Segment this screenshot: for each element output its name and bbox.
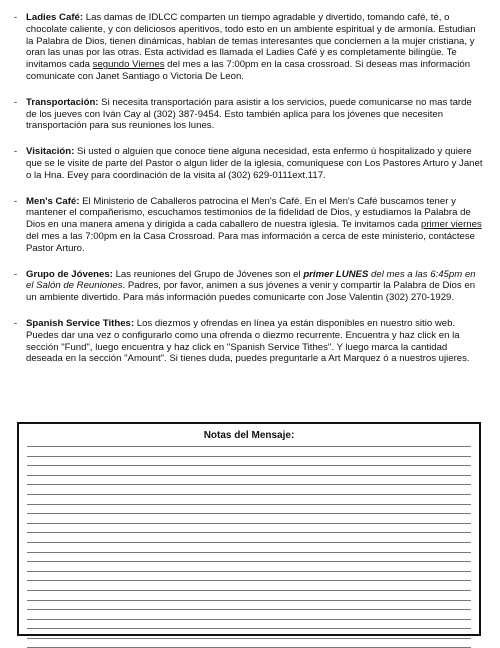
writing-line (27, 465, 471, 466)
writing-line (27, 571, 471, 572)
announcement-transportacion (14, 97, 484, 132)
announcement-text: Las reuniones del Grupo de Jóvenes son el (112, 268, 304, 280)
announcement-mens-cafe (14, 196, 484, 255)
bullet-dash: - (14, 96, 18, 108)
emphasis-text: primer LUNES (303, 268, 369, 280)
announcement-ladies-cafe (14, 12, 484, 83)
writing-line (27, 484, 471, 485)
announcement-spanish-tithes (14, 318, 484, 365)
writing-line (27, 638, 471, 639)
bullet-dash: - (14, 268, 18, 280)
writing-line (27, 609, 471, 610)
writing-line (27, 504, 471, 505)
writing-line (27, 561, 471, 562)
announcement-text: Las damas de IDLCC comparten un tiempo agradable y divertido, tomando café, té, o chocolate caliente, y con deliciosos aperitivos, todo esto en un ambiente espiritual y de armonía. Estudian la Palabra de Dios, tienen dinámicas, hablan de temas interesantes que conciernen a la mujer cristiana, y oran las unas por las otras. Esta actividad es llamada el Ladies Café y es completamente bilingüe. Te invitamos cada (26, 12, 476, 71)
writing-line (27, 494, 471, 495)
bullet-dash: - (14, 146, 18, 158)
announcement-title: Grupo de Jóvenes: (26, 268, 113, 280)
announcement-text: El Ministerio de Caballeros patrocina el Men's Café. En el Men's Café buscamos tener y mantener el compañerismo, escuchamos testimonios de la fidelidad de Dios, y estudiamos la Palabra de Dios en una manera amena y dirigida a cada caballero de nuestra iglesia. Te invitamos cada (26, 195, 471, 231)
announcement-text: del mes a las 7:00pm en la casa crossroad. Si deseas mas información comunicate con Janet Santiago o Victoria De Leon. (26, 59, 471, 82)
writing-line (27, 523, 471, 524)
announcement-text: Si necesita transportación para asistir a los servicios, puede comunicarse no mas tarde de los jueves con Iván Cay al (302) 387-9454. Esto también aplica para los jóvenes que necesiten transportación para sus reuniones los lunes. (26, 96, 472, 132)
announcement-title: Men's Café: (26, 195, 80, 207)
bullet-dash: - (14, 317, 18, 329)
writing-line (27, 446, 471, 447)
announcement-title: Visitación: (26, 146, 75, 158)
announcement-title: Spanish Service Tithes: (26, 317, 135, 329)
notes-lines (27, 446, 471, 626)
announcement-visitacion (14, 146, 484, 181)
writing-line (27, 542, 471, 543)
italic-text: del mes a las 6:45pm en el Salón de Reuniones (26, 268, 476, 292)
writing-line (27, 590, 471, 591)
writing-line (27, 456, 471, 457)
announcement-text: Los diezmos y ofrendas en línea ya están disponibles en nuestro sitio web. Puedes dar una vez o configurarlo como una ofrenda o diezmo recurrente. Encuentra y haz click en la sección "Fund", luego encuentra y haz click en "Spanish Service Tithes". Y luego marca la cantidad deseada en la sección "Amount". Si tienes duda, puedes preguntarle a Art Marquez ó a nuestros ujieres. (26, 317, 470, 365)
writing-line (27, 619, 471, 620)
writing-line (27, 580, 471, 581)
bullet-dash: - (14, 12, 18, 23)
writing-line (27, 600, 471, 601)
announcement-text: . Padres, por favor, animen a sus jóvenes a venir y compartir la Palabra de Dios en un ambiente divertido. Para más información puedes comunicarte con Jose Valentin (302) 270-1929. (26, 280, 476, 304)
bullet-dash: - (14, 195, 18, 207)
writing-line (27, 532, 471, 533)
announcement-text: Si usted o alguien que conoce tiene alguna necesidad, esta enfermo ú hospitalizado y quiere que se le visite de parte del Pastor o algun lider de la iglesia, comuniquese con Los Pastores Arturo y Janet o la Hna. Evey para coordinación de la visita al (302) 629-0111ext.117. (26, 146, 483, 181)
announcement-grupo-jovenes (14, 269, 484, 304)
underlined-text: segundo Viernes (92, 59, 165, 71)
notes-box (17, 422, 481, 636)
writing-line (27, 628, 471, 629)
announcement-title: Ladies Café: (26, 12, 84, 23)
notes-title: Notas del Mensaje: (203, 430, 295, 441)
writing-line (27, 475, 471, 476)
underlined-text: primer viernes (421, 219, 482, 231)
writing-line (27, 552, 471, 553)
announcements-list (14, 12, 484, 379)
announcement-title: Transportación: (26, 96, 99, 108)
writing-line (27, 513, 471, 514)
announcement-text: del mes a las 7:00pm en la Casa Crossroad. Para mas información a cerca de este ministerio, contáctese Pastor Arturo. (26, 230, 475, 254)
